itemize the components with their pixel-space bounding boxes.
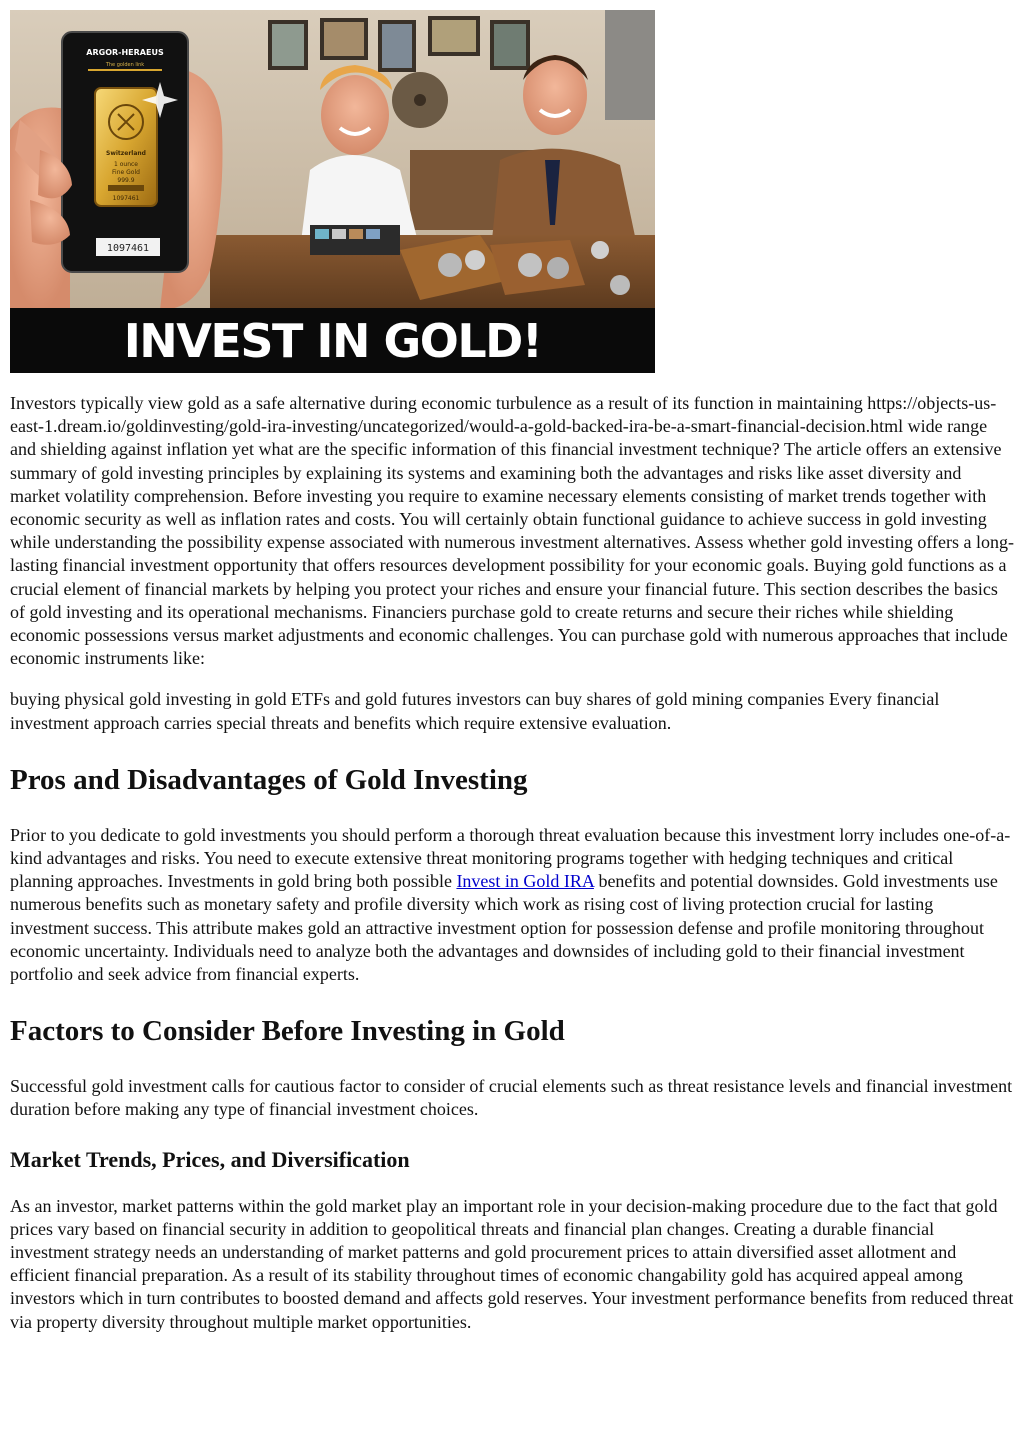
gold-bar-metal: Fine Gold bbox=[112, 169, 140, 176]
hero-banner bbox=[10, 308, 655, 373]
gold-bar-weight: 1 ounce bbox=[114, 161, 138, 168]
intro-paragraph: Investors typically view gold as a safe alternative during economic turbulence as a result of its function in maintaining https://objects-us-east-1.dream.io/goldinvesting/gold-ira-investing/uncategorized/would-a-gold-backed-ira-be-a-smart-financial-decision.html wide range and shielding against inflation yet what are the specific information of this financial investment technique? The article offers an extensive summary of gold investing principles by explaining its systems and examining both the advantages and risks like asset diversity and market volatility comprehension. Before investing you require to examine necessary elements consisting of market trends together with economic security as well as inflation rates and costs. You will certainly obtain functional guidance to achieve success in gold investing while understanding the possibility expense associated with numerous investment alternatives. Assess whether gold investing offers a long-lasting financial investment opportunity that offers resources development possibility for your economic goals. Buying gold functions as a crucial element of financial markets by helping you protect your riches and ensure your financial future. This section describes the basics of gold investing and its operational mechanisms. Financiers purchase gold to create returns and secure their riches while shielding economic possessions versus market adjustments and economic challenges. You can purchase gold with numerous approaches that include economic instruments like: bbox=[10, 393, 1014, 669]
article-body bbox=[10, 392, 1014, 1352]
gold-bar-country: Switzerland bbox=[106, 150, 146, 157]
gold-bar-purity: 999.9 bbox=[117, 177, 135, 184]
methods-paragraph: buying physical gold investing in gold ETFs and gold futures investors can buy shares of gold mining companies Every financial investment approach carries special threats and benefits which require extensive evaluation. bbox=[10, 689, 940, 733]
hero-banner-text: INVEST IN GOLD! bbox=[123, 313, 542, 368]
pros-cons-text-before: Prior to you dedicate to gold investments you should perform a thorough threat evaluation because this investment lorry includes one-of-a-kind advantages and risks. You need to execute extensive threat monitoring programs together with hedging techniques and critical planning approaches. Investments in gold bring both possible bbox=[10, 824, 1011, 892]
section-heading-pros-cons: Pros and Disadvantages of Gold Investing bbox=[10, 763, 528, 796]
hero-image bbox=[10, 10, 655, 373]
section-heading-factors: Factors to Consider Before Investing in Gold bbox=[10, 1015, 565, 1048]
gold-bar-brand: ARGOR-HERAEUS bbox=[86, 48, 164, 57]
subheading-market-trends: Market Trends, Prices, and Diversification bbox=[10, 1146, 410, 1172]
package-serial: 1097461 bbox=[106, 243, 150, 254]
gold-bar-tagline: The golden link bbox=[105, 62, 145, 68]
pros-cons-text-after: benefits and potential downsides. Gold investments use numerous benefits such as monetary safety and profile diversity which work as rising cost of living protection crucial for lasting investment success. This attribute makes gold an attractive investment option for possession defense and profile monitoring throughout economic uncertainty. Individuals need to analyze both the advantages and downsides of including gold to their financial investment portfolio and seek advice from financial experts. bbox=[10, 871, 998, 985]
pros-cons-paragraph bbox=[10, 824, 1014, 986]
invest-gold-ira-link[interactable]: Invest in Gold IRA bbox=[456, 871, 594, 892]
factors-paragraph: Successful gold investment calls for cautious factor to consider of crucial elements such as threat resistance levels and financial investment duration before making any type of financial investment choices. bbox=[10, 1076, 1013, 1120]
market-trends-paragraph: As an investor, market patterns within the gold market play an important role in your decision-making procedure due to the fact that gold prices vary based on financial security in addition to geopolitical threats and financial plan changes. Creating a durable financial investment strategy needs an understanding of market patterns and gold procurement prices to attain diversified asset allotment and efficient financial preparation. As a result of its stability throughout times of economic changability gold has acquired appeal among investors which in turn contributes to boosted demand and affects gold reserves. Your investment performance benefits from reduced threat via property diversity throughout multiple market opportunities. bbox=[10, 1195, 1014, 1332]
gold-bar-serial: 1097461 bbox=[112, 195, 140, 202]
